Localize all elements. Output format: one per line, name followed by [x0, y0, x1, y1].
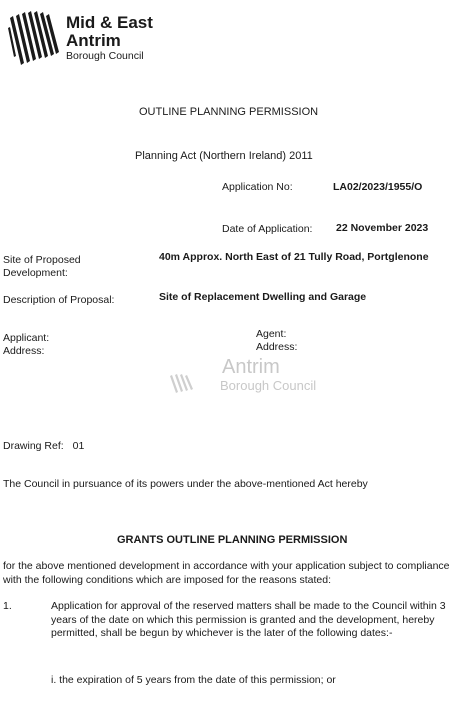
watermark-line1: Antrim: [222, 356, 280, 378]
applicant-address-label: Address:: [3, 345, 45, 357]
application-date-label: Date of Application:: [222, 223, 313, 235]
application-no-value: LA02/2023/1955/O: [333, 181, 423, 193]
grants-heading: GRANTS OUTLINE PLANNING PERMISSION: [117, 534, 348, 546]
application-no-label: Application No:: [222, 181, 293, 193]
drawing-ref-value: 01: [72, 440, 85, 452]
condition-number: 1.: [3, 600, 12, 612]
watermark-line2: Borough Council: [220, 378, 317, 393]
intro-text: The Council in pursuance of its powers under the above-mentioned Act hereby: [3, 478, 368, 490]
for-text: for the above mentioned development in accordance with your application subject to compliance with the following conditions which are imposed for the reasons stated:: [3, 560, 450, 586]
document-title: OUTLINE PLANNING PERMISSION: [139, 106, 319, 118]
logo-name-line1: Mid & East: [66, 13, 153, 32]
description-value: Site of Replacement Dwelling and Garage: [159, 291, 367, 303]
site-label-line2: Development:: [3, 267, 68, 279]
agent-label: Agent:: [256, 328, 287, 340]
site-label-line1: Site of Proposed: [3, 254, 81, 266]
site-value: 40m Approx. North East of 21 Tully Road, Portglenone: [159, 251, 429, 263]
logo-name-line3: Borough Council: [66, 50, 144, 62]
application-date-value: 22 November 2023: [336, 222, 429, 234]
planning-act: Planning Act (Northern Ireland) 2011: [135, 150, 313, 162]
council-logo-icon: [4, 8, 64, 68]
logo-name-line2: Antrim: [66, 31, 121, 50]
condition-sub-item: i. the expiration of 5 years from the date of this permission; or: [51, 674, 336, 686]
drawing-ref-label: Drawing Ref:: [3, 440, 64, 452]
description-label: Description of Proposal:: [3, 294, 115, 306]
agent-address-label: Address:: [256, 341, 298, 353]
drawing-ref: [3, 440, 84, 453]
applicant-label: Applicant:: [3, 332, 50, 344]
watermark-logo-icon: [168, 372, 198, 394]
condition-text: Application for approval of the reserved matters shall be made to the Council within 3 years of the date on which this permission is granted and the development, hereby permitted, shall be begun by whichever is the later of the following dates:-: [51, 600, 446, 639]
